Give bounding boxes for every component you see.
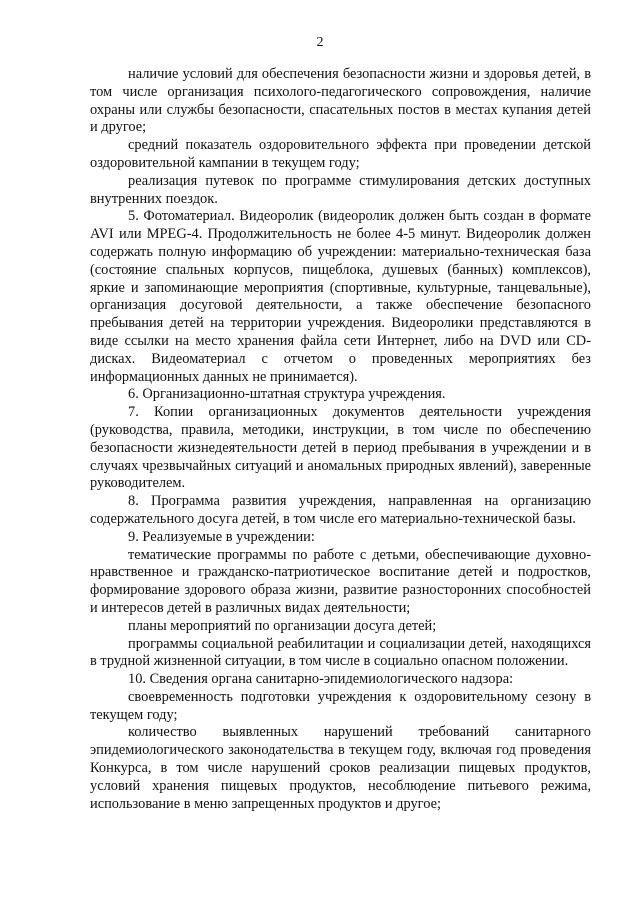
paragraph-health-effect: средний показатель оздоровительного эффекта при проведении детской оздоровительной кампании в текущем году; <box>90 137 591 171</box>
paragraph-vouchers: реализация путевок по программе стимулирования детских доступных внутренних поездок. <box>90 172 591 207</box>
paragraph-violations: количество выявленных нарушений требований санитарного эпидемиологического законодательства в текущем году, включая год проведения Конкурса, в том числе нарушений сроков реализации пищевых продуктов, условий хранения пищевых продуктов, несоблюдение питьевого режима, использование в меню запрещенных продуктов и другое; <box>90 724 591 812</box>
paragraph-leisure-plans: планы мероприятий по организации досуга детей; <box>128 617 437 634</box>
document-body <box>90 66 591 813</box>
paragraph-item-6-structure: 6. Организационно-штатная структура учреждения. <box>128 386 446 403</box>
paragraph-season-readiness: своевременность подготовки учреждения к оздоровительному сезону в текущем году; <box>90 688 591 723</box>
paragraph-item-9-heading: 9. Реализуемые в учреждении: <box>128 528 315 545</box>
page-number: 2 <box>316 35 324 50</box>
paragraph-item-5-video: 5. Фотоматериал. Видеоролик (видеоролик должен быть создан в формате AVI или MPEG-4. Продолжительность не более 4-5 минут. Видеоролик должен содержать полную информацию об учреждении: материально-техническая база (состояние спальных корпусов, пищеблока, душевых (банных) комплексов), яркие и запоминающие мероприятия (спортивные, культурные, танцевальные), организация досуговой деятельности, а также обеспечение безопасного пребывания детей на территории учреждения. Видеоролики представляются в виде ссылки на место хранения файла сети Интернет, либо на DVD или CD-дисках. Видеоматериал с отчетом о проведенных мероприятиях без информационных данных не принимается). <box>90 208 591 385</box>
paragraph-item-8-program: 8. Программа развития учреждения, направленная на организацию содержательного досуга детей, в том числе его материально-технической базы. <box>90 493 591 527</box>
paragraph-item-10-heading: 10. Сведения органа санитарно-эпидемиологического надзора: <box>128 671 514 688</box>
paragraph-thematic-programs: тематические программы по работе с детьми, обеспечивающие духовно-нравственное и гражданско-патриотическое воспитание детей и подростков, формирование здорового образа жизни, развитие разносторонних способностей и интересов детей в различных видах деятельности; <box>90 546 591 616</box>
paragraph-rehabilitation-programs: программы социальной реабилитации и социализации детей, находящихся в трудной жизненной ситуации, в том числе в социально опасном положении. <box>90 635 591 670</box>
paragraph-safety-conditions: наличие условий для обеспечения безопасности жизни и здоровья детей, в том числе организация психолого-педагогического сопровождения, наличие охраны или службы безопасности, спасательных постов в местах купания детей и другое; <box>90 66 591 136</box>
paragraph-item-7-documents: 7. Копии организационных документов деятельности учреждения (руководства, правила, методики, инструкции, в том числе по обеспечению безопасности жизнедеятельности детей в период пребывания в учреждении и в случаях чрезвычайных ситуаций и аномальных природных явлений), заверенные руководителем. <box>90 404 591 492</box>
